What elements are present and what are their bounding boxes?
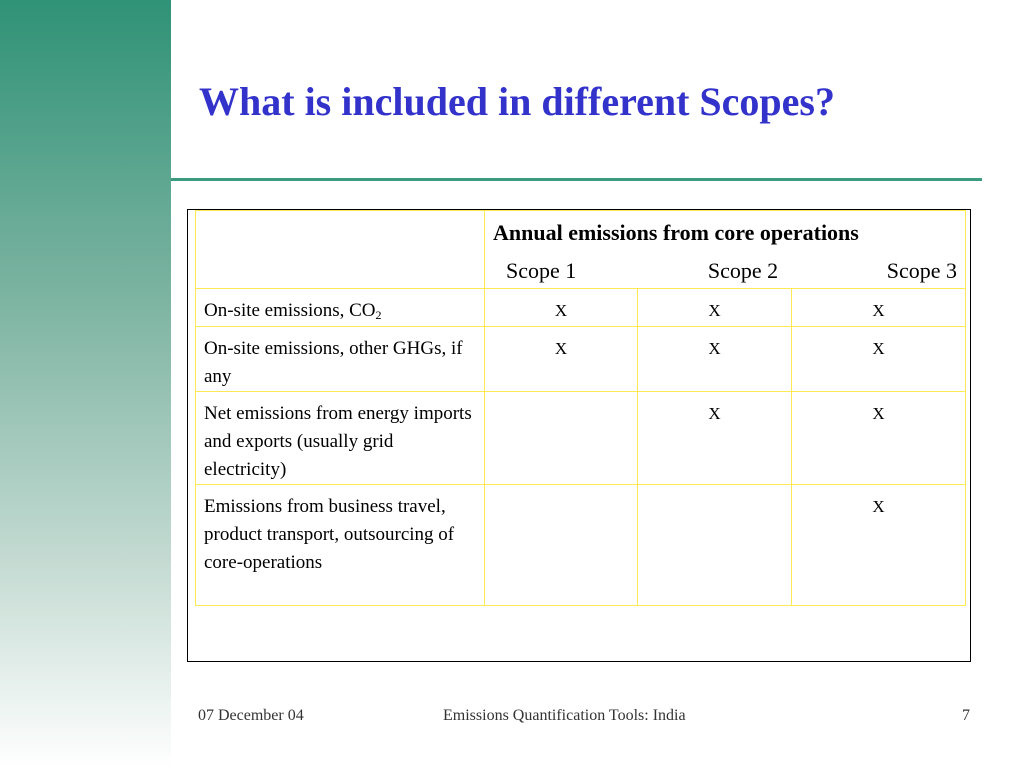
- title-divider: [171, 178, 982, 181]
- scope-2-mark: X: [638, 327, 792, 392]
- scope-3-mark: X: [792, 485, 966, 606]
- scope-3-label: Scope 3: [886, 258, 957, 283]
- scope-3-mark: X: [792, 392, 966, 485]
- scope-2-mark: [638, 485, 792, 606]
- scope-2-mark: X: [638, 392, 792, 485]
- row-label: On-site emissions, $CO_2$: [196, 289, 485, 327]
- scope-1-mark: [485, 392, 638, 485]
- scope-1-label: Scope 1: [506, 258, 577, 283]
- table-row: [196, 392, 966, 485]
- scope-1-mark: X: [485, 289, 638, 327]
- footer-title: Emissions Quantification Tools: India: [443, 707, 686, 724]
- side-gradient-bar: [0, 0, 171, 768]
- subscript: 2: [375, 308, 382, 322]
- header-title: Annual emissions from core operations: [493, 220, 859, 245]
- scope-2-label: Scope 2: [707, 258, 779, 283]
- scope-1-mark: X: [485, 327, 638, 392]
- header-cell: [485, 211, 966, 289]
- scope-3-mark: X: [792, 327, 966, 392]
- row-label: Emissions from business travel, product transport, outsourcing of core-operations: [196, 485, 485, 606]
- table-row: [196, 485, 966, 606]
- page-number: 7: [962, 707, 970, 724]
- row-label: On-site emissions, other GHGs, if any: [196, 327, 485, 392]
- scope-1-mark: [485, 485, 638, 606]
- table-row: [196, 289, 966, 327]
- header-empty-cell: [196, 211, 485, 289]
- scope-2-mark: X: [638, 289, 792, 327]
- row-label: Net emissions from energy imports and exports (usually grid electricity): [196, 392, 485, 485]
- slide-title: What is included in different Scopes?: [199, 79, 835, 124]
- header-row: [196, 211, 966, 289]
- footer-date: 07 December 04: [198, 707, 304, 724]
- table-row: [196, 327, 966, 392]
- scopes-table: [195, 210, 966, 606]
- scope-3-mark: X: [792, 289, 966, 327]
- scope-labels: [493, 257, 957, 285]
